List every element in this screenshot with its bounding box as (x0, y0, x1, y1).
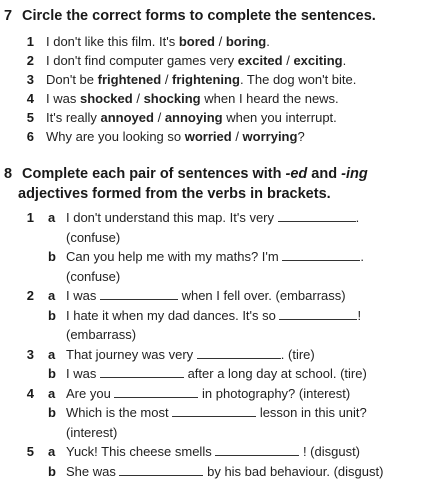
item-letter: a (48, 346, 56, 362)
exercise-7-item (0, 108, 434, 127)
option-ing[interactable]: frightening (172, 72, 240, 87)
sentence-text: / (132, 91, 144, 106)
exercise-8-item (0, 306, 434, 325)
sentence-text: when I fell over. (embarrass) (177, 288, 346, 303)
sentence-text: . (342, 53, 347, 68)
verb-hint: (embarrass) (66, 327, 137, 342)
sentence-text: I was (46, 91, 80, 106)
sentence-text: / (153, 110, 165, 125)
exercise-7-item (0, 70, 434, 89)
item-number: 5 (26, 444, 34, 459)
sentence-text: ! (disgust) (299, 444, 361, 459)
exercise-7-item (0, 32, 434, 51)
sentence-text: Why are you looking so (46, 129, 185, 144)
sentence-text: / (214, 34, 226, 49)
option-ed[interactable]: excited (237, 53, 283, 68)
option-ed[interactable]: annoyed (100, 110, 154, 125)
verb-hint: (confuse) (66, 229, 121, 245)
option-ed[interactable]: shocked (79, 91, 133, 106)
item-letter: a (48, 210, 56, 225)
item-number: 4 (26, 91, 34, 106)
item-sentence (46, 108, 337, 127)
item-sentence (66, 208, 359, 227)
item-letter: a (48, 288, 56, 303)
item-sentence (66, 364, 367, 383)
item-sentence (66, 247, 364, 266)
exercise-7-number: 7 (4, 8, 13, 24)
sentence-text: I was (66, 366, 100, 381)
exercise-8-instruction-part2: adjectives formed from the verbs in brackets. (18, 186, 331, 202)
sentence-text: / (282, 53, 294, 68)
exercise-8-item (0, 403, 434, 422)
sentence-text: in photography? (interest) (198, 385, 351, 401)
exercise-8-title-line2 (4, 184, 331, 204)
sentence-text: She was (66, 463, 120, 479)
option-ed[interactable]: frightened (97, 72, 162, 87)
item-letter: a (48, 385, 56, 401)
item-letter: b (48, 405, 56, 420)
answer-blank[interactable] (278, 209, 356, 222)
exercise-7-item (0, 51, 434, 70)
option-ing[interactable]: shocking (143, 91, 201, 106)
item-sentence (46, 127, 305, 146)
sentence-text: ! (357, 307, 362, 323)
sentence-text: / (161, 72, 173, 87)
verb-hint: (interest) (66, 424, 118, 440)
sentence-text: . (tire) (280, 346, 315, 362)
option-ed[interactable]: bored (178, 34, 215, 49)
exercise-7-title (4, 6, 376, 26)
item-number: 5 (26, 110, 34, 125)
sentence-text: Don't be (46, 72, 98, 87)
item-continuation (0, 423, 434, 442)
sentence-text: I hate it when my dad dances. It's so (66, 307, 280, 323)
item-number: 3 (26, 346, 34, 362)
exercise-8-item (0, 364, 434, 383)
item-letter: a (48, 444, 56, 459)
sentence-text: lesson in this unit? (256, 405, 367, 420)
item-letter: b (48, 366, 56, 381)
answer-blank[interactable] (172, 404, 256, 417)
answer-blank[interactable] (100, 365, 184, 378)
item-sentence (46, 89, 339, 108)
option-ing[interactable]: annoying (164, 110, 223, 125)
answer-blank[interactable] (197, 346, 281, 359)
sentence-text: ? (297, 129, 305, 144)
sentence-text: I don't like this film. It's (46, 34, 179, 49)
sentence-text: when I heard the news. (200, 91, 339, 106)
item-number: 4 (26, 385, 34, 401)
item-number: 1 (26, 210, 34, 225)
option-ing[interactable]: exciting (293, 53, 343, 68)
item-sentence (66, 286, 346, 305)
item-number: 1 (26, 34, 34, 49)
sentence-text: / (231, 129, 243, 144)
answer-blank[interactable] (282, 248, 360, 261)
item-number: 2 (26, 53, 34, 68)
option-ed[interactable]: worried (184, 129, 232, 144)
sentence-text: . The dog won't bite. (239, 72, 357, 87)
item-continuation (0, 325, 434, 344)
exercise-8-title (4, 164, 368, 184)
exercise-7-item (0, 127, 434, 146)
sentence-text: It's really (46, 110, 101, 125)
item-letter: b (48, 463, 56, 479)
sentence-text: Are you (66, 385, 115, 401)
item-continuation (0, 267, 434, 286)
sentence-text: Can you help me with my maths? I'm (66, 249, 283, 264)
sentence-text: I was (66, 288, 100, 303)
item-letter: b (48, 249, 56, 264)
answer-blank[interactable] (100, 287, 178, 300)
sentence-text: . (266, 34, 270, 49)
verb-hint: (confuse) (66, 268, 121, 284)
exercise-8-ed-suffix: -ed (285, 166, 308, 182)
exercise-8-instruction-and: and (307, 166, 342, 182)
item-number: 3 (26, 72, 34, 87)
exercise-8-instruction-part1: Complete each pair of sentences with (22, 166, 286, 182)
exercise-7-instruction: Circle the correct forms to complete the sentences. (22, 8, 376, 24)
item-continuation (0, 228, 434, 247)
exercise-8-ing-suffix: -ing (341, 166, 368, 182)
exercise-8-item (0, 345, 434, 364)
option-ing[interactable]: boring (225, 34, 267, 49)
item-sentence (66, 384, 350, 403)
answer-blank[interactable] (215, 443, 299, 456)
exercise-8-number: 8 (4, 166, 13, 182)
sentence-text: I don't understand this map. It's very (66, 210, 278, 225)
answer-blank[interactable] (114, 385, 198, 398)
exercise-8-item (0, 442, 434, 461)
sentence-text: . (355, 210, 360, 225)
exercise-8-item (0, 247, 434, 266)
item-sentence (66, 306, 361, 325)
item-number: 2 (26, 288, 34, 303)
item-sentence (46, 51, 346, 70)
item-sentence (66, 345, 315, 364)
answer-blank[interactable] (279, 307, 357, 320)
answer-blank[interactable] (119, 463, 203, 476)
exercise-7-item (0, 89, 434, 108)
sentence-text: Which is the most (66, 405, 173, 420)
exercise-8-item (0, 384, 434, 403)
item-letter: b (48, 307, 56, 323)
sentence-text: I don't find computer games very (46, 53, 238, 68)
sentence-text: . (360, 249, 364, 264)
item-number: 6 (26, 129, 34, 144)
exercise-8-item (0, 208, 434, 227)
sentence-text: That journey was very (66, 346, 197, 362)
sentence-text: when you interrupt. (222, 110, 337, 125)
option-ing[interactable]: worrying (242, 129, 298, 144)
sentence-text: by his bad behaviour. (disgust) (203, 463, 384, 479)
item-sentence (46, 70, 356, 89)
exercise-8-item (0, 286, 434, 305)
item-sentence (66, 403, 367, 422)
exercise-8-item (0, 462, 434, 481)
item-sentence (66, 462, 383, 481)
sentence-text: after a long day at school. (tire) (183, 366, 367, 381)
sentence-text: Yuck! This cheese smells (66, 444, 216, 459)
item-sentence (46, 32, 270, 51)
item-sentence (66, 442, 360, 461)
